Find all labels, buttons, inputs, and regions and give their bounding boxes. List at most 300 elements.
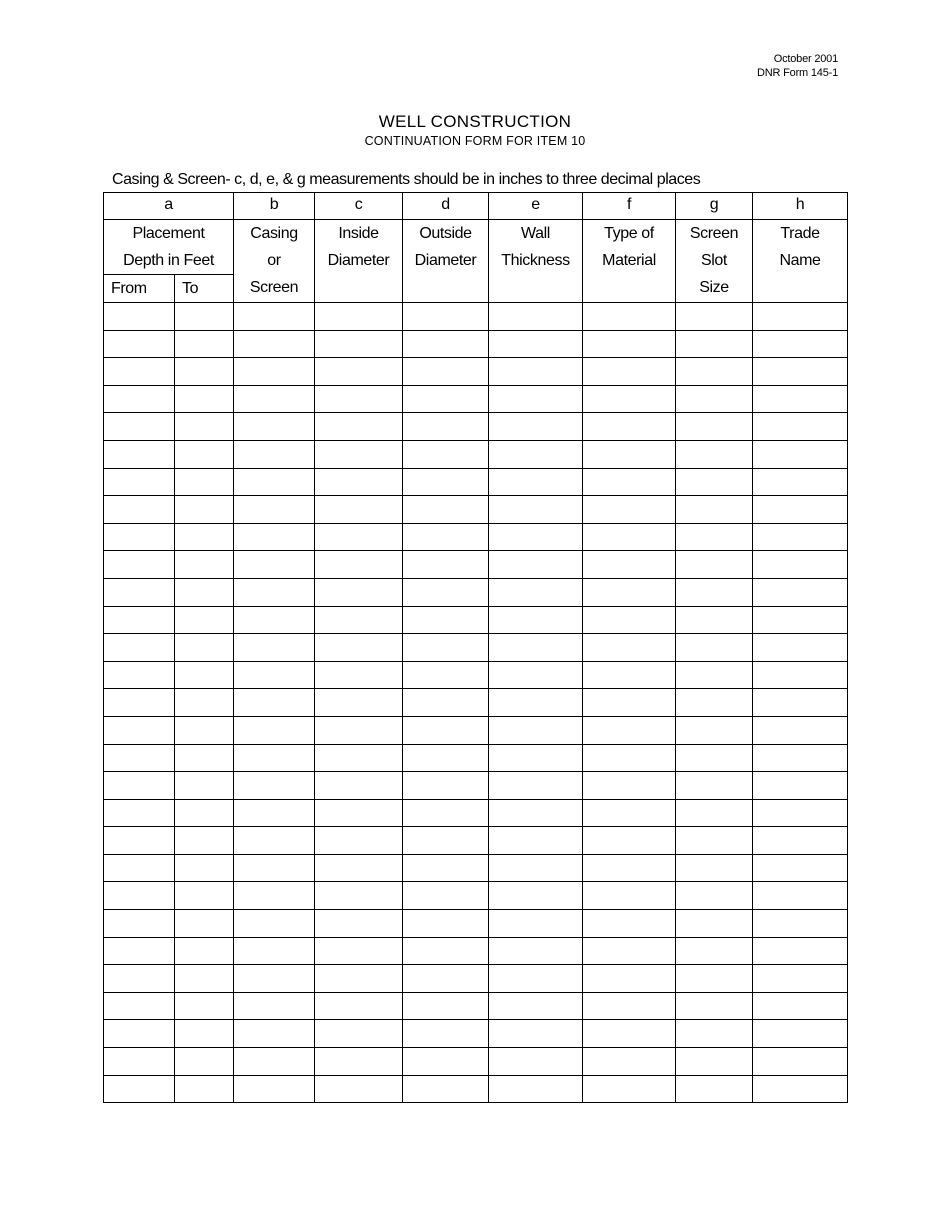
cell-outside-diameter[interactable] [403,413,489,441]
cell-outside-diameter[interactable] [403,330,489,358]
cell-outside-diameter[interactable] [403,385,489,413]
cell-outside-diameter[interactable] [403,992,489,1020]
cell-screen-slot-size[interactable] [676,937,753,965]
cell-screen-slot-size[interactable] [676,965,753,993]
header-line: Diameter [414,252,477,269]
cell-screen-slot-size[interactable] [676,496,753,524]
cell-inside-diameter[interactable] [315,551,403,579]
cell-screen-slot-size[interactable] [676,440,753,468]
cell-type-of-material[interactable] [583,716,676,744]
cell-to[interactable] [175,661,234,689]
cell-to[interactable] [175,385,234,413]
column-letter: d [403,193,489,220]
cell-trade-name[interactable] [753,303,848,331]
cell-type-of-material[interactable] [583,992,676,1020]
cell-to[interactable] [175,772,234,800]
cell-trade-name[interactable] [753,689,848,717]
cell-inside-diameter[interactable] [315,827,403,855]
cell-type-of-material[interactable] [583,1048,676,1076]
cell-screen-slot-size[interactable] [676,744,753,772]
cell-trade-name[interactable] [753,910,848,938]
cell-inside-diameter[interactable] [315,937,403,965]
cell-screen-slot-size[interactable] [676,799,753,827]
cell-casing-or-screen[interactable] [234,1048,315,1076]
cell-type-of-material[interactable] [583,827,676,855]
cell-inside-diameter[interactable] [315,1048,403,1076]
cell-casing-or-screen[interactable] [234,772,315,800]
cell-casing-or-screen[interactable] [234,385,315,413]
cell-screen-slot-size[interactable] [676,468,753,496]
cell-outside-diameter[interactable] [403,468,489,496]
table-row [104,358,848,386]
cell-inside-diameter[interactable] [315,799,403,827]
cell-trade-name[interactable] [753,744,848,772]
cell-wall-thickness[interactable] [489,330,583,358]
header-line: Inside [338,225,379,242]
cell-type-of-material[interactable] [583,496,676,524]
cell-trade-name[interactable] [753,578,848,606]
cell-casing-or-screen[interactable] [234,606,315,634]
cell-wall-thickness[interactable] [489,799,583,827]
cell-trade-name[interactable] [753,965,848,993]
header-line: Size [699,279,729,296]
cell-type-of-material[interactable] [583,385,676,413]
cell-to[interactable] [175,965,234,993]
cell-trade-name[interactable] [753,716,848,744]
cell-to[interactable] [175,910,234,938]
cell-trade-name[interactable] [753,468,848,496]
cell-type-of-material[interactable] [583,330,676,358]
cell-type-of-material[interactable] [583,1075,676,1103]
cell-trade-name[interactable] [753,992,848,1020]
cell-to[interactable] [175,303,234,331]
table-row [104,634,848,662]
cell-casing-or-screen[interactable] [234,1075,315,1103]
cell-trade-name[interactable] [753,385,848,413]
cell-screen-slot-size[interactable] [676,661,753,689]
cell-casing-or-screen[interactable] [234,937,315,965]
cell-trade-name[interactable] [753,634,848,662]
cell-type-of-material[interactable] [583,413,676,441]
cell-to[interactable] [175,854,234,882]
header-outside-diameter [403,220,489,303]
table-row [104,523,848,551]
cell-type-of-material[interactable] [583,440,676,468]
cell-trade-name[interactable] [753,1048,848,1076]
cell-inside-diameter[interactable] [315,385,403,413]
cell-from[interactable] [104,358,175,386]
cell-from[interactable] [104,440,175,468]
cell-outside-diameter[interactable] [403,661,489,689]
cell-to[interactable] [175,1020,234,1048]
cell-outside-diameter[interactable] [403,440,489,468]
cell-inside-diameter[interactable] [315,1075,403,1103]
table-row [104,1048,848,1076]
cell-inside-diameter[interactable] [315,634,403,662]
cell-casing-or-screen[interactable] [234,303,315,331]
cell-wall-thickness[interactable] [489,606,583,634]
cell-wall-thickness[interactable] [489,1020,583,1048]
cell-to[interactable] [175,358,234,386]
cell-to[interactable] [175,523,234,551]
cell-screen-slot-size[interactable] [676,634,753,662]
cell-outside-diameter[interactable] [403,744,489,772]
cell-from[interactable] [104,716,175,744]
cell-trade-name[interactable] [753,799,848,827]
header-line: Depth in Feet [123,252,214,269]
cell-wall-thickness[interactable] [489,827,583,855]
cell-wall-thickness[interactable] [489,772,583,800]
cell-outside-diameter[interactable] [403,358,489,386]
cell-inside-diameter[interactable] [315,992,403,1020]
cell-trade-name[interactable] [753,358,848,386]
cell-casing-or-screen[interactable] [234,1020,315,1048]
cell-trade-name[interactable] [753,854,848,882]
cell-outside-diameter[interactable] [403,937,489,965]
cell-casing-or-screen[interactable] [234,965,315,993]
cell-to[interactable] [175,992,234,1020]
measurement-note: Casing & Screen- c, d, e, & g measurements should be in inches to three decimal places [112,171,701,188]
cell-casing-or-screen[interactable] [234,468,315,496]
cell-screen-slot-size[interactable] [676,910,753,938]
cell-trade-name[interactable] [753,551,848,579]
cell-wall-thickness[interactable] [489,992,583,1020]
column-letter: e [489,193,583,220]
cell-to[interactable] [175,744,234,772]
cell-inside-diameter[interactable] [315,689,403,717]
header-casing-or-screen [234,220,315,303]
cell-screen-slot-size[interactable] [676,827,753,855]
cell-from[interactable] [104,551,175,579]
cell-inside-diameter[interactable] [315,578,403,606]
cell-from[interactable] [104,1048,175,1076]
cell-screen-slot-size[interactable] [676,413,753,441]
table-row [104,882,848,910]
cell-trade-name[interactable] [753,1020,848,1048]
cell-from[interactable] [104,330,175,358]
cell-wall-thickness[interactable] [489,882,583,910]
table-row [104,385,848,413]
cell-to[interactable] [175,716,234,744]
cell-to[interactable] [175,551,234,579]
cell-to[interactable] [175,937,234,965]
cell-inside-diameter[interactable] [315,882,403,910]
cell-type-of-material[interactable] [583,468,676,496]
cell-trade-name[interactable] [753,1075,848,1103]
cell-from[interactable] [104,413,175,441]
cell-wall-thickness[interactable] [489,965,583,993]
cell-wall-thickness[interactable] [489,440,583,468]
cell-wall-thickness[interactable] [489,937,583,965]
cell-trade-name[interactable] [753,937,848,965]
cell-trade-name[interactable] [753,606,848,634]
cell-screen-slot-size[interactable] [676,689,753,717]
cell-from[interactable] [104,937,175,965]
cell-screen-slot-size[interactable] [676,1048,753,1076]
cell-outside-diameter[interactable] [403,772,489,800]
cell-casing-or-screen[interactable] [234,854,315,882]
header-line: Type of [604,225,654,242]
column-letter-row [104,193,848,220]
cell-wall-thickness[interactable] [489,551,583,579]
cell-to[interactable] [175,634,234,662]
cell-casing-or-screen[interactable] [234,496,315,524]
cell-casing-or-screen[interactable] [234,661,315,689]
cell-inside-diameter[interactable] [315,854,403,882]
cell-casing-or-screen[interactable] [234,634,315,662]
cell-from[interactable] [104,1075,175,1103]
cell-to[interactable] [175,1048,234,1076]
cell-from[interactable] [104,303,175,331]
cell-wall-thickness[interactable] [489,468,583,496]
cell-from[interactable] [104,689,175,717]
cell-screen-slot-size[interactable] [676,358,753,386]
cell-from[interactable] [104,578,175,606]
cell-inside-diameter[interactable] [315,744,403,772]
cell-inside-diameter[interactable] [315,661,403,689]
cell-from[interactable] [104,882,175,910]
cell-outside-diameter[interactable] [403,965,489,993]
cell-from[interactable] [104,910,175,938]
cell-type-of-material[interactable] [583,634,676,662]
cell-from[interactable] [104,468,175,496]
cell-wall-thickness[interactable] [489,1048,583,1076]
cell-type-of-material[interactable] [583,606,676,634]
cell-outside-diameter[interactable] [403,606,489,634]
table-row [104,496,848,524]
cell-outside-diameter[interactable] [403,1075,489,1103]
table-row [104,965,848,993]
cell-to[interactable] [175,468,234,496]
cell-from[interactable] [104,992,175,1020]
cell-outside-diameter[interactable] [403,716,489,744]
cell-type-of-material[interactable] [583,523,676,551]
cell-screen-slot-size[interactable] [676,606,753,634]
cell-casing-or-screen[interactable] [234,551,315,579]
cell-type-of-material[interactable] [583,772,676,800]
cell-outside-diameter[interactable] [403,827,489,855]
cell-type-of-material[interactable] [583,744,676,772]
table-row [104,330,848,358]
table-row [104,799,848,827]
cell-to[interactable] [175,799,234,827]
cell-trade-name[interactable] [753,330,848,358]
cell-casing-or-screen[interactable] [234,413,315,441]
cell-outside-diameter[interactable] [403,523,489,551]
cell-inside-diameter[interactable] [315,606,403,634]
cell-type-of-material[interactable] [583,937,676,965]
header-line: Trade [780,225,820,242]
cell-from[interactable] [104,385,175,413]
cell-outside-diameter[interactable] [403,799,489,827]
cell-outside-diameter[interactable] [403,882,489,910]
cell-screen-slot-size[interactable] [676,716,753,744]
cell-wall-thickness[interactable] [489,634,583,662]
cell-screen-slot-size[interactable] [676,772,753,800]
cell-inside-diameter[interactable] [315,303,403,331]
cell-trade-name[interactable] [753,827,848,855]
header-line: Slot [701,252,727,269]
cell-trade-name[interactable] [753,413,848,441]
column-header-row [104,220,848,275]
table-row [104,551,848,579]
cell-trade-name[interactable] [753,440,848,468]
cell-casing-or-screen[interactable] [234,992,315,1020]
cell-type-of-material[interactable] [583,689,676,717]
table-row [104,689,848,717]
cell-to[interactable] [175,1075,234,1103]
cell-from[interactable] [104,523,175,551]
cell-casing-or-screen[interactable] [234,799,315,827]
cell-wall-thickness[interactable] [489,910,583,938]
cell-screen-slot-size[interactable] [676,330,753,358]
cell-trade-name[interactable] [753,882,848,910]
cell-to[interactable] [175,330,234,358]
cell-from[interactable] [104,827,175,855]
cell-type-of-material[interactable] [583,661,676,689]
cell-outside-diameter[interactable] [403,854,489,882]
cell-from[interactable] [104,606,175,634]
cell-screen-slot-size[interactable] [676,523,753,551]
cell-type-of-material[interactable] [583,358,676,386]
cell-inside-diameter[interactable] [315,772,403,800]
cell-screen-slot-size[interactable] [676,385,753,413]
cell-type-of-material[interactable] [583,910,676,938]
cell-wall-thickness[interactable] [489,1075,583,1103]
cell-type-of-material[interactable] [583,303,676,331]
header-wall-thickness [489,220,583,303]
cell-casing-or-screen[interactable] [234,330,315,358]
cell-wall-thickness[interactable] [489,523,583,551]
cell-outside-diameter[interactable] [403,689,489,717]
cell-wall-thickness[interactable] [489,358,583,386]
cell-inside-diameter[interactable] [315,330,403,358]
cell-to[interactable] [175,496,234,524]
table-row [104,440,848,468]
cell-casing-or-screen[interactable] [234,716,315,744]
header-from: From [104,275,175,303]
cell-wall-thickness[interactable] [489,661,583,689]
table-row [104,468,848,496]
cell-screen-slot-size[interactable] [676,578,753,606]
cell-inside-diameter[interactable] [315,523,403,551]
table-row [104,992,848,1020]
cell-screen-slot-size[interactable] [676,1075,753,1103]
column-letter: a [104,193,234,220]
cell-inside-diameter[interactable] [315,716,403,744]
cell-to[interactable] [175,606,234,634]
cell-wall-thickness[interactable] [489,496,583,524]
cell-trade-name[interactable] [753,772,848,800]
cell-from[interactable] [104,1020,175,1048]
cell-type-of-material[interactable] [583,882,676,910]
cell-inside-diameter[interactable] [315,496,403,524]
cell-wall-thickness[interactable] [489,744,583,772]
cell-wall-thickness[interactable] [489,854,583,882]
cell-wall-thickness[interactable] [489,689,583,717]
cell-outside-diameter[interactable] [403,578,489,606]
cell-screen-slot-size[interactable] [676,1020,753,1048]
cell-outside-diameter[interactable] [403,634,489,662]
cell-screen-slot-size[interactable] [676,854,753,882]
cell-casing-or-screen[interactable] [234,744,315,772]
cell-from[interactable] [104,496,175,524]
cell-from[interactable] [104,799,175,827]
cell-to[interactable] [175,578,234,606]
cell-type-of-material[interactable] [583,551,676,579]
cell-from[interactable] [104,854,175,882]
cell-casing-or-screen[interactable] [234,578,315,606]
cell-inside-diameter[interactable] [315,965,403,993]
cell-inside-diameter[interactable] [315,440,403,468]
cell-outside-diameter[interactable] [403,551,489,579]
cell-outside-diameter[interactable] [403,910,489,938]
cell-type-of-material[interactable] [583,1020,676,1048]
cell-outside-diameter[interactable] [403,496,489,524]
cell-inside-diameter[interactable] [315,358,403,386]
cell-to[interactable] [175,689,234,717]
cell-wall-thickness[interactable] [489,385,583,413]
column-letter: f [583,193,676,220]
cell-casing-or-screen[interactable] [234,882,315,910]
cell-type-of-material[interactable] [583,799,676,827]
cell-wall-thickness[interactable] [489,716,583,744]
cell-from[interactable] [104,661,175,689]
cell-inside-diameter[interactable] [315,468,403,496]
cell-from[interactable] [104,965,175,993]
cell-inside-diameter[interactable] [315,1020,403,1048]
cell-screen-slot-size[interactable] [676,303,753,331]
header-line: Wall [521,225,550,242]
cell-casing-or-screen[interactable] [234,689,315,717]
cell-inside-diameter[interactable] [315,413,403,441]
cell-screen-slot-size[interactable] [676,551,753,579]
cell-casing-or-screen[interactable] [234,827,315,855]
cell-type-of-material[interactable] [583,854,676,882]
cell-from[interactable] [104,634,175,662]
table-row [104,303,848,331]
cell-from[interactable] [104,772,175,800]
cell-wall-thickness[interactable] [489,578,583,606]
header-line: Screen [689,225,739,242]
cell-screen-slot-size[interactable] [676,992,753,1020]
cell-screen-slot-size[interactable] [676,882,753,910]
cell-trade-name[interactable] [753,496,848,524]
table-row [104,910,848,938]
cell-casing-or-screen[interactable] [234,440,315,468]
cell-outside-diameter[interactable] [403,303,489,331]
cell-inside-diameter[interactable] [315,910,403,938]
cell-type-of-material[interactable] [583,578,676,606]
cell-casing-or-screen[interactable] [234,523,315,551]
cell-trade-name[interactable] [753,523,848,551]
cell-outside-diameter[interactable] [403,1048,489,1076]
cell-casing-or-screen[interactable] [234,358,315,386]
cell-to[interactable] [175,413,234,441]
cell-casing-or-screen[interactable] [234,910,315,938]
cell-wall-thickness[interactable] [489,413,583,441]
cell-type-of-material[interactable] [583,965,676,993]
cell-to[interactable] [175,440,234,468]
header-to: To [175,275,234,303]
cell-to[interactable] [175,882,234,910]
cell-wall-thickness[interactable] [489,303,583,331]
cell-to[interactable] [175,827,234,855]
table-row [104,1020,848,1048]
cell-outside-diameter[interactable] [403,1020,489,1048]
cell-from[interactable] [104,744,175,772]
cell-trade-name[interactable] [753,661,848,689]
